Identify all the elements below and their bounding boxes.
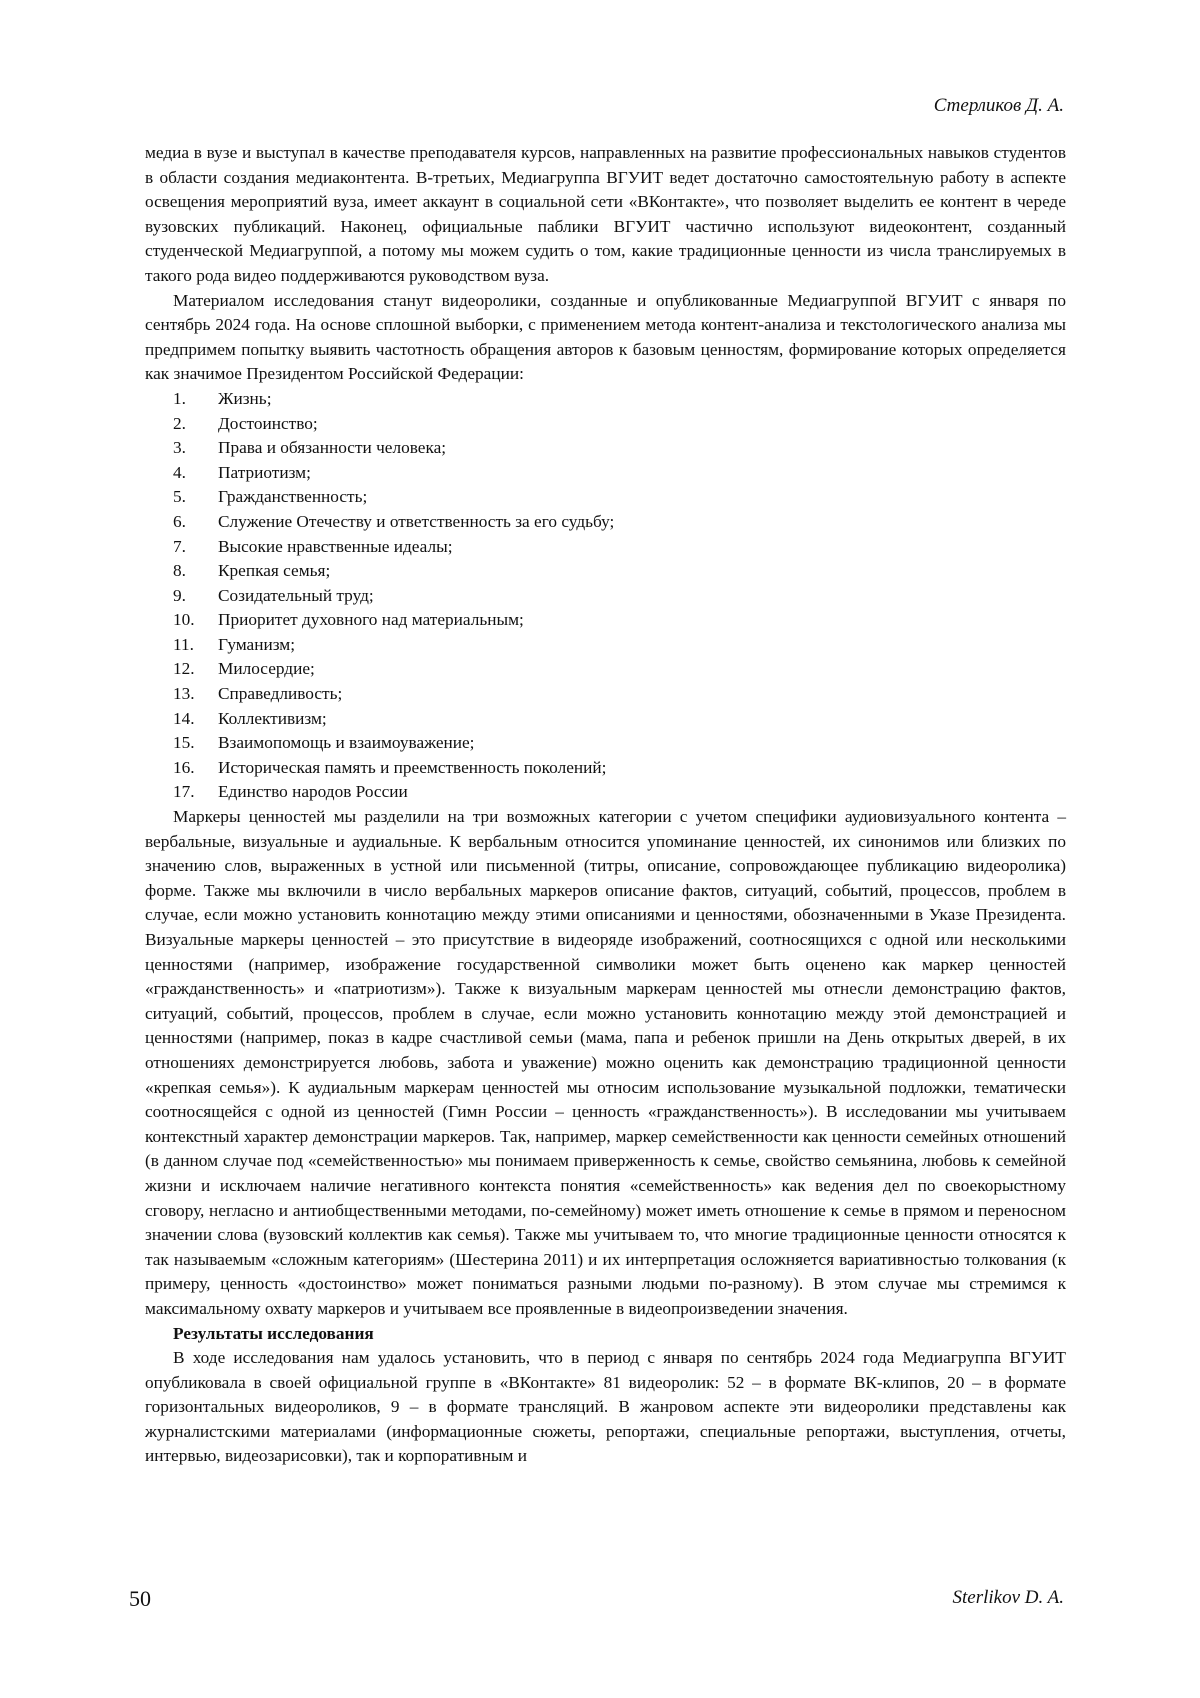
list-item-number: 16. [173,757,195,777]
list-item [145,412,1066,437]
paragraph-material: Материалом исследования станут видеоролики, созданные и опубликованные Медиагруппой ВГУИТ с января по сентябрь 2024 года. На основе сплошной выборки, с применением метода контент-анализа и текстологического анализа мы предпримем попытку выявить частотность обращения авторов к базовым ценностям, формирование которых определяется как значимое Президентом Российской Федерации: [145,290,1066,384]
list-item-text: Взаимопомощь и взаимоуважение; [218,733,475,753]
paragraph-markers: Маркеры ценностей мы разделили на три возможных категории с учетом специфики аудиовизуального контента – вербальные, визуальные и аудиальные. К вербальным относится упоминание ценностей, их синонимов или близких по значению слов, выраженных в устной или письменной (титры, описание, сопровождающее публикацию видеоролика) форме. Также мы включили в число вербальных маркеров описание фактов, ситуаций, событий, процессов, проблем в случае, если можно установить коннотацию между этими описаниями и ценностями, обозначенными в Указе Президента. Визуальные маркеры ценностей – это присутствие в видеоряде изображений, соотносящихся с одной или несколькими ценностями (например, изображение государственной символики может быть оценено как маркер ценностей «гражданственность» и «патриотизм»). Также к визуальным маркерам ценностей мы отнесли демонстрацию фактов, ситуаций, событий, процессов, проблем в случае, если можно установить коннотацию между этой демонстрацией и ценностями (например, показ в кадре счастливой семьи (мама, папа и ребенок пришли на День открытых дверей, в их отношениях демонстрируется любовь, забота и уважение) можно оценить как демонстрацию традиционной ценности «крепкая семья»). К аудиальным маркерам ценностей мы относим использование музыкальной подложки, тематически соотносящейся с одной из ценностей (Гимн России – ценность «гражданственность»). В исследовании мы учитываем контекстный характер демонстрации маркеров. Так, например, маркер семейственности как ценности семейных отношений (в данном случае под «семейственностью» мы понимаем приверженность к семье, свойство семьянина, любовь к семейной жизни и исключаем наличие негативного контекста понятия «семейственность» как ведения дел по своекорыстному сговору, негласно и антиобщественными методами, по-семейному) может иметь отношение к семье в прямом и переносном значении слова (вузовский коллектив как семья). Также мы учитываем то, что многие традиционные ценности относятся к так называемым «сложным категориям» (Шестерина 2011) и их интерпретация осложняется вариативностью толкования (к примеру, ценность «достоинство» может пониматься разными людьми по-разному). В этом случае мы стремимся к максимальному охвату маркеров и учитываем все проявленные в видеопроизведении значения. [145,807,1066,1318]
list-item-text: Гражданственность; [218,487,368,507]
list-item-text: Созидательный труд; [218,585,374,605]
list-item-number: 7. [173,536,186,556]
list-item [145,780,1066,805]
list-item-number: 12. [173,659,195,679]
list-item-number: 14. [173,708,195,728]
footer-author: Sterlikov D. A. [952,1587,1064,1608]
list-item-text: Высокие нравственные идеалы; [218,536,453,556]
list-item-text: Гуманизм; [218,634,296,654]
list-item-number: 8. [173,561,186,581]
list-item [145,731,1066,756]
list-item [145,461,1066,486]
list-item-number: 6. [173,511,186,531]
list-item-text: Достоинство; [218,413,318,433]
list-item [145,756,1066,781]
list-item [145,608,1066,633]
list-item-text: Крепкая семья; [218,561,331,581]
list-item [145,485,1066,510]
list-item [145,707,1066,732]
page-number: 50 [129,1586,151,1611]
list-item-number: 4. [173,462,186,482]
list-item [145,633,1066,658]
list-item [145,657,1066,682]
list-item-text: Коллективизм; [218,708,327,728]
list-item [145,682,1066,707]
list-item-text: Справедливость; [218,684,343,704]
body-text [145,141,1066,1469]
section-heading: Результаты исследования [173,1323,374,1343]
list-item-text: Милосердие; [218,659,315,679]
list-item [145,584,1066,609]
list-item [145,387,1066,412]
list-item-text: Жизнь; [218,388,272,408]
list-item-text: Права и обязанности человека; [218,438,447,458]
list-item [145,510,1066,535]
list-item-number: 17. [173,782,195,802]
list-item-text: Историческая память и преемственность поколений; [218,757,607,777]
list-item-number: 1. [173,388,186,408]
list-item [145,559,1066,584]
list-item-text: Единство народов России [218,782,408,802]
list-item-text: Патриотизм; [218,462,311,482]
list-item-number: 2. [173,413,186,433]
values-list [145,387,1066,805]
paragraph-continuation: медиа в вузе и выступал в качестве преподавателя курсов, направленных на развитие профессиональных навыков студентов в области создания медиаконтента. В-третьих, Медиагруппа ВГУИТ ведет достаточно самостоятельную работу в аспекте освещения мероприятий вуза, имеет аккаунт в социальной сети «ВКонтакте», что позволяет выделить ее контент в череде вузовских публикаций. Наконец, официальные паблики ВГУИТ частично используют видеоконтент, созданный студенческой Медиагруппой, а потому мы можем судить о том, какие традиционные ценности из числа транслируемых в такого рода видео поддерживаются руководством вуза. [145,143,1066,285]
list-item [145,535,1066,560]
list-item-number: 10. [173,610,195,630]
list-item-text: Приоритет духовного над материальным; [218,610,524,630]
running-head: Стерликов Д. А. [933,95,1064,116]
list-item-number: 3. [173,438,186,458]
list-item [145,436,1066,461]
paragraph-results: В ходе исследования нам удалось установить, что в период с января по сентябрь 2024 года Медиагруппа ВГУИТ опубликовала в своей официальной группе в «ВКонтакте» 81 видеоролик: 52 – в формате ВК-клипов, 20 – в формате горизонтальных видеороликов, 9 – в формате трансляций. В жанровом аспекте эти видеоролики представлены как журналистскими материалами (информационные сюжеты, репортажи, специальные репортажи, выступления, отчеты, интервью, видеозарисовки), так и корпоративным и [145,1348,1066,1466]
list-item-number: 15. [173,733,195,753]
list-item-number: 11. [173,634,194,654]
list-item-number: 13. [173,684,195,704]
list-item-number: 5. [173,487,186,507]
list-item-text: Служение Отечеству и ответственность за его судьбу; [218,511,615,531]
list-item-number: 9. [173,585,186,605]
